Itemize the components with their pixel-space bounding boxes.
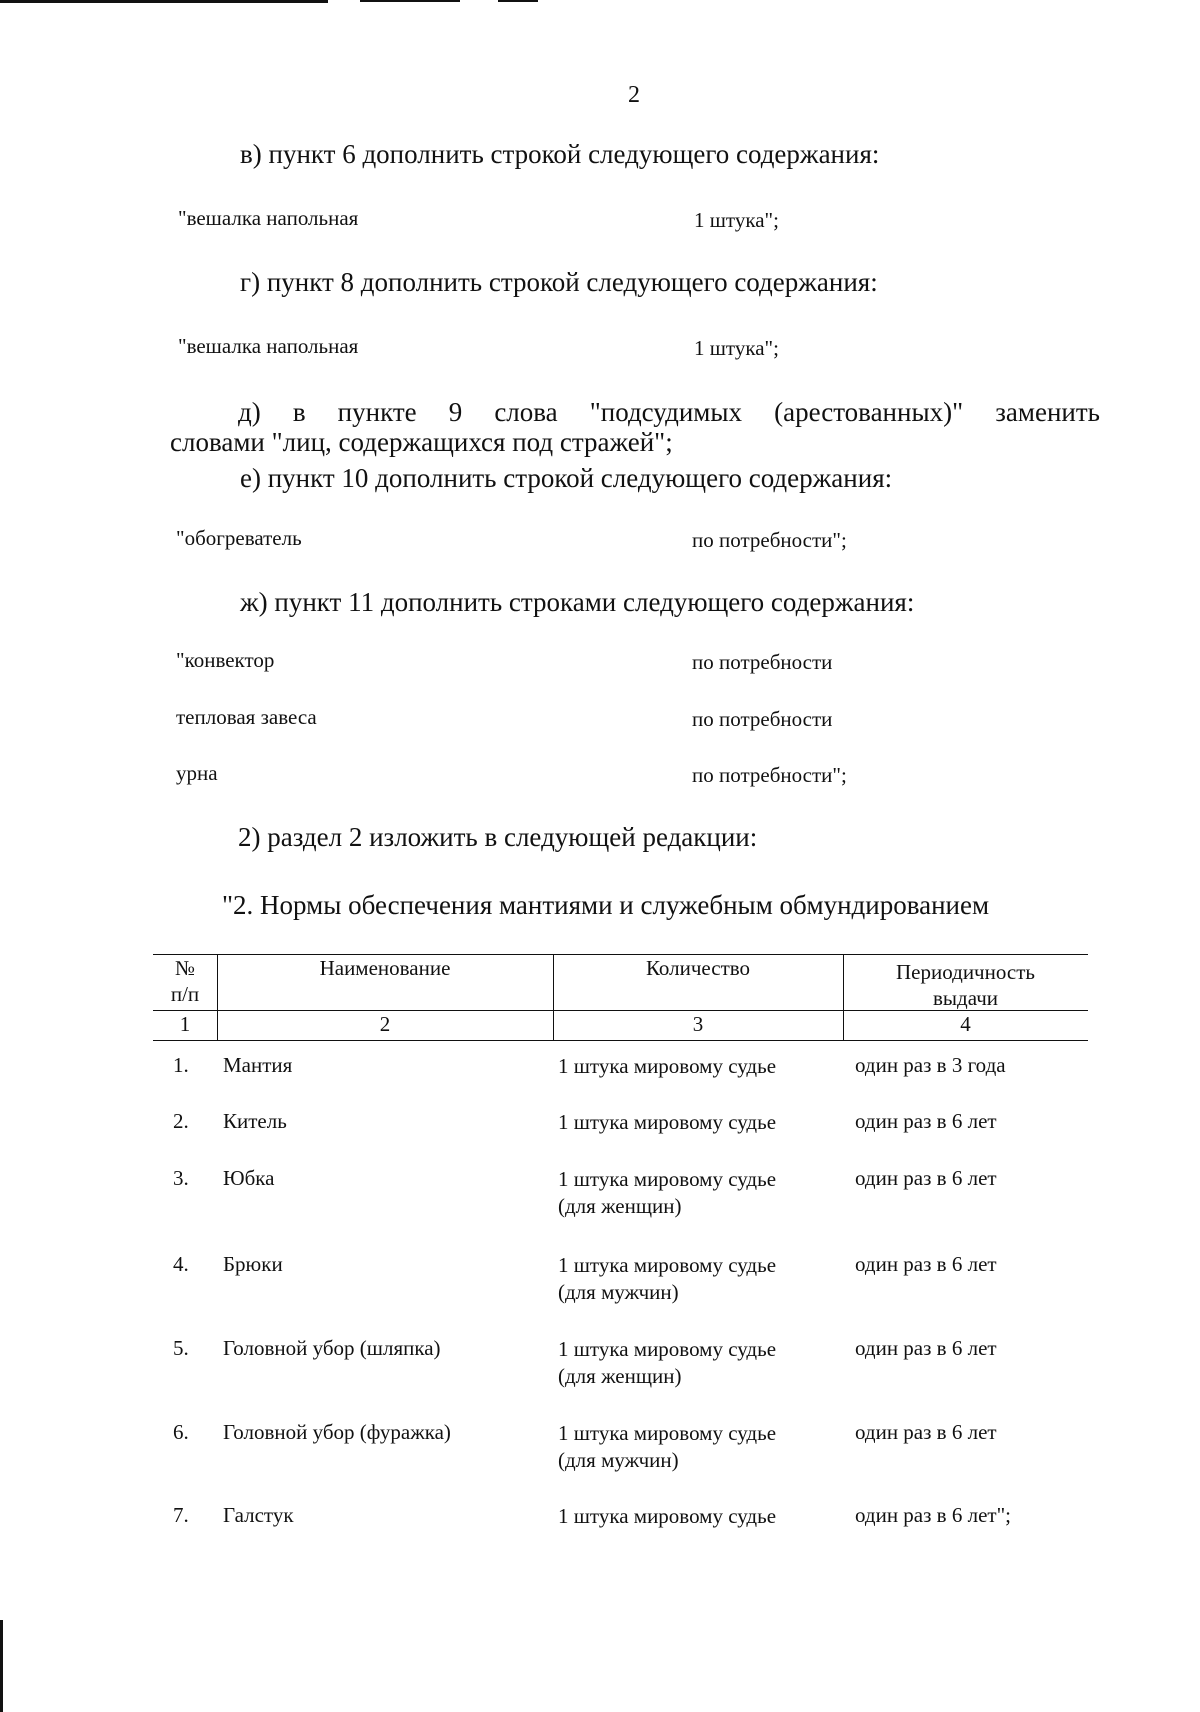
norms-table — [153, 954, 1088, 1528]
section2-heading: 2) раздел 2 изложить в следующей редакции: — [238, 822, 758, 852]
column-number: 1 — [179, 1012, 191, 1036]
item-e-heading: е) пункт 10 дополнить строкой следующего содержания: — [240, 463, 893, 493]
row-period: один раз в 3 года — [855, 1053, 1006, 1077]
row-num: 6. — [173, 1420, 189, 1444]
item-v-heading: в) пункт 6 дополнить строкой следующего содержания: — [240, 139, 880, 169]
row-period: один раз в 6 лет — [855, 1109, 997, 1133]
item-zh-name: урна — [176, 761, 218, 785]
item-zh-qty: по потребности"; — [692, 763, 847, 787]
row-name: Головной убор (шляпка) — [223, 1336, 441, 1360]
item-e-qty: по потребности"; — [692, 528, 847, 552]
row-qty: 1 штука мировому судье (для мужчин) — [558, 1253, 777, 1304]
column-number: 3 — [692, 1012, 704, 1036]
item-v-name: "вешалка напольная — [178, 206, 359, 230]
row-num: 4. — [173, 1252, 189, 1276]
item-g-name: "вешалка напольная — [178, 334, 359, 358]
item-zh-heading: ж) пункт 11 дополнить строками следующего содержания: — [240, 587, 915, 617]
column-number: 2 — [379, 1012, 391, 1036]
word: в — [292, 397, 306, 427]
table-title: "2. Нормы обеспечения мантиями и служебным обмундированием — [222, 890, 990, 920]
row-qty: 1 штука мировому судье — [558, 1110, 777, 1134]
word: д) — [238, 397, 261, 427]
row-name: Юбка — [223, 1166, 275, 1190]
row-period: один раз в 6 лет — [855, 1166, 997, 1190]
item-g-heading: г) пункт 8 дополнить строкой следующего содержания: — [240, 267, 878, 297]
item-zh-qty: по потребности — [692, 650, 833, 674]
scan-edge-mark — [360, 0, 460, 2]
row-qty: 1 штука мировому судье (для мужчин) — [558, 1421, 777, 1472]
row-num: 1. — [173, 1053, 189, 1077]
row-num: 5. — [173, 1336, 189, 1360]
item-d-line1 — [170, 397, 1100, 427]
page-number: 2 — [628, 82, 640, 108]
row-name: Головной убор (фуражка) — [223, 1420, 451, 1444]
scan-edge-mark — [0, 0, 328, 3]
item-e-name: "обогреватель — [176, 526, 302, 550]
row-qty: 1 штука мировому судье — [558, 1504, 777, 1528]
item-v-qty: 1 штука"; — [694, 208, 779, 232]
row-period: один раз в 6 лет — [855, 1252, 997, 1276]
item-zh-name: тепловая завеса — [176, 705, 317, 729]
row-name: Галстук — [223, 1503, 294, 1527]
header-name: Наименование — [319, 956, 451, 980]
word: слова — [494, 397, 558, 427]
row-num: 2. — [173, 1109, 189, 1133]
scan-edge-mark — [0, 1620, 3, 1712]
row-qty: 1 штука мировому судье (для женщин) — [558, 1337, 777, 1388]
row-period: один раз в 6 лет — [855, 1420, 997, 1444]
item-g-qty: 1 штука"; — [694, 336, 779, 360]
word: 9 — [448, 397, 463, 427]
column-number: 4 — [960, 1012, 971, 1036]
header-period: Периодичность выдачи — [896, 960, 1035, 1010]
header-qty: Количество — [645, 956, 751, 980]
item-d-line2: словами "лиц, содержащихся под стражей"; — [170, 427, 673, 457]
item-d-paragraph — [170, 397, 1100, 457]
word: пункте — [337, 397, 417, 427]
row-qty: 1 штука мировому судье — [558, 1054, 777, 1078]
row-name: Мантия — [223, 1053, 293, 1077]
row-name: Брюки — [223, 1252, 283, 1276]
scan-edge-mark — [498, 0, 538, 2]
word: "подсудимых — [589, 397, 743, 427]
row-num: 3. — [173, 1166, 189, 1190]
row-period: один раз в 6 лет — [855, 1336, 997, 1360]
row-period: один раз в 6 лет"; — [855, 1503, 1011, 1527]
column-numbers-row — [153, 1010, 1088, 1039]
row-num: 7. — [173, 1503, 189, 1527]
table-header — [153, 954, 1088, 1041]
item-zh-qty: по потребности — [692, 707, 833, 731]
word: заменить — [995, 397, 1100, 427]
row-qty: 1 штука мировому судье (для женщин) — [558, 1167, 777, 1218]
row-name: Китель — [223, 1109, 287, 1133]
header-num: № п/п — [170, 956, 200, 1006]
item-zh-name: "конвектор — [176, 648, 275, 672]
word: (арестованных)" — [774, 397, 964, 427]
